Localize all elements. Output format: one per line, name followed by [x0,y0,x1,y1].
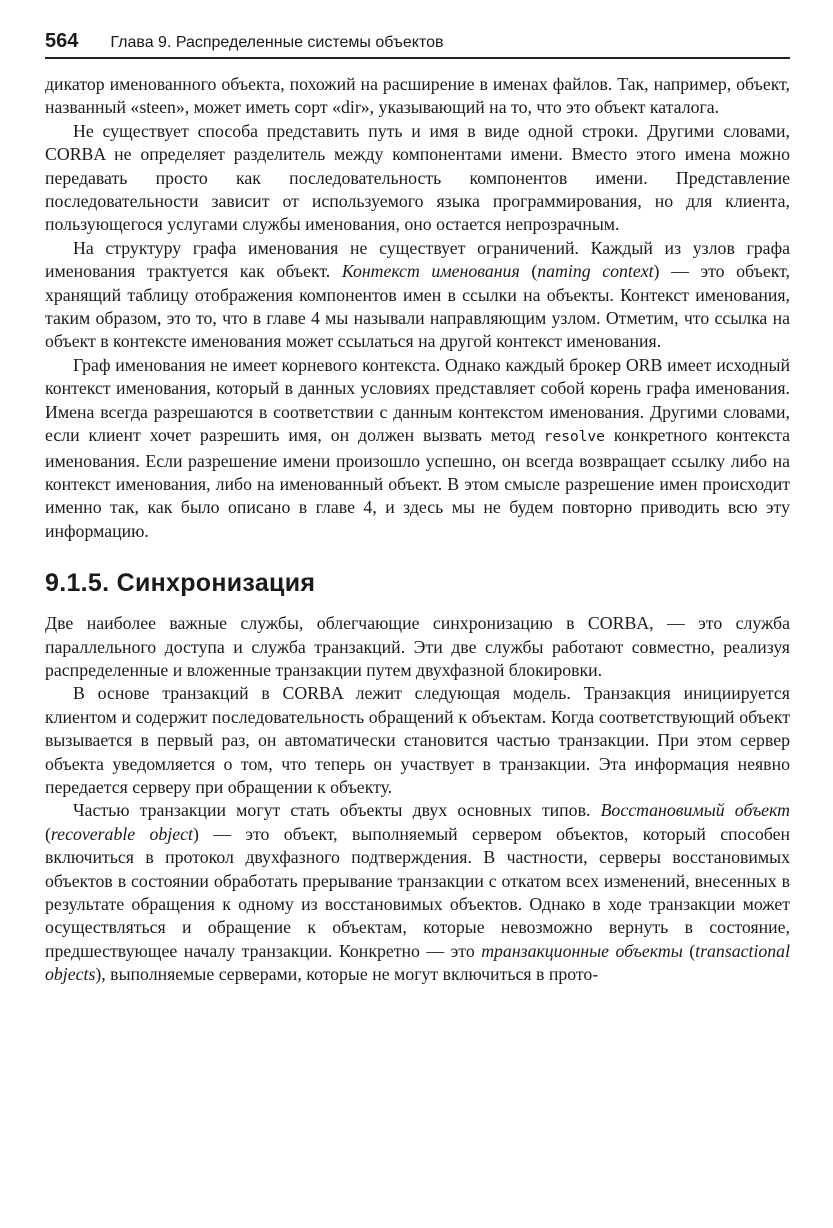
page-number: 564 [45,30,79,52]
paragraph-object-types [45,799,790,986]
text-run: ) — это объект, выполняемый сервером объектов, который способен включиться в протокол двухфазного подтверждения. В частности, серверы восстановимых объектов в состоянии обработать прерывание транзакции с откатом всех изменений, внесенных в результате обращения к одному из восстановимых объектов. Однако в ходе транзакции может осуществляться и обращение к объектам, которые невозможно вернуть в состояние, предшествующее началу транзакции. Конкретно — это [45,823,790,961]
term-transactional-objects: транзакционные объекты [481,940,683,961]
chapter-title: Глава 9. Распределенные системы объектов [110,34,444,51]
paragraph-naming-graph [45,237,790,354]
text-run: ) — это объект, хранящий таблицу отображения компонентов имен в ссылки на объекты. Контекст именования, таким образом, это то, что в главе 4 мы называли направляющим узлом. Отметим, что ссылка на объект в контексте именования может ссылаться на другой контекст именования. [45,261,790,352]
text-run: конкретного контекста именования. Если разрешение имени произошло успешно, он всегда возвращает ссылку либо на контекст именования, либо на именованный объект. В этом смысле разрешение имен происходит именно так, как было описано в главе 4, и здесь мы не будем повторно приводить всю эту информацию. [45,425,790,541]
term-naming-context-en: naming context [537,261,654,282]
section-body-synchronization [45,612,790,987]
text-run: ( [45,823,51,844]
term-recoverable-object-en: recoverable object [50,823,193,844]
text-run: ( [519,261,538,282]
paragraph-services: Две наиболее важные службы, облегчающие синхронизацию в CORBA, — это служба параллельного доступа и служба транзакций. Эти две службы работают совместно, реализуя распределенные и вложенные транзакции путем двухфазной блокировки. [45,613,790,680]
text-run: На структуру графа именования не существует ограничений. Каждый из узлов графа именования трактуется как объект. [45,237,790,282]
paragraph-root-context [45,354,790,543]
book-page [45,30,790,987]
code-resolve: resolve [543,429,605,446]
paragraph-name-representation: Не существует способа представить путь и имя в виде одной строки. Другими словами, CORBA не определяет разделитель между компонентами имени. Вместо этого имена можно передавать просто как последовательность компонентов имени. Представление последовательности зависит от используемого языка программирования, но для клиента, пользующегося услугами службы именования, оно остается непрозрачным. [45,120,790,235]
paragraph-transaction-model: В основе транзакций в CORBA лежит следующая модель. Транзакция инициируется клиентом и содержит последовательность обращений к объектам. Когда соответствующий объект вызывается в первый раз, он автоматически становится частью транзакции. При этом сервер объекта уведомляется о том, что теперь он участвует в транзакции. Эта информация неявно передается серверу при обращении к объекту. [45,683,790,797]
section-body-naming [45,73,790,543]
text-run: ), выполняемые серверами, которые не могут включиться в прото- [95,964,599,985]
paragraph-continued: дикатор именованного объекта, похожий на расширение в именах файлов. Так, например, объект, названный «steen», может иметь сорт «dir», указывающий на то, что это объект каталога. [45,74,790,118]
term-transactional-objects-en: transactional objects [45,940,791,985]
running-head [45,30,790,59]
text-run: Частью транзакции могут стать объекты двух основных типов. [73,800,601,821]
section-heading: 9.1.5. Синхронизация [45,569,316,598]
text-run: Граф именования не имеет корневого контекста. Однако каждый брокер ORB имеет исходный контекст именования, который в данных условиях представляет собой корень графа именования. Имена всегда разрешаются в соответствии с данным контекстом именования. Другими словами, если клиент хочет разрешить имя, он должен вызвать метод [45,354,790,446]
term-naming-context: Контекст именования [341,261,520,282]
text-run: ( [682,940,696,961]
term-recoverable-object: Восстановимый объект [600,800,790,821]
